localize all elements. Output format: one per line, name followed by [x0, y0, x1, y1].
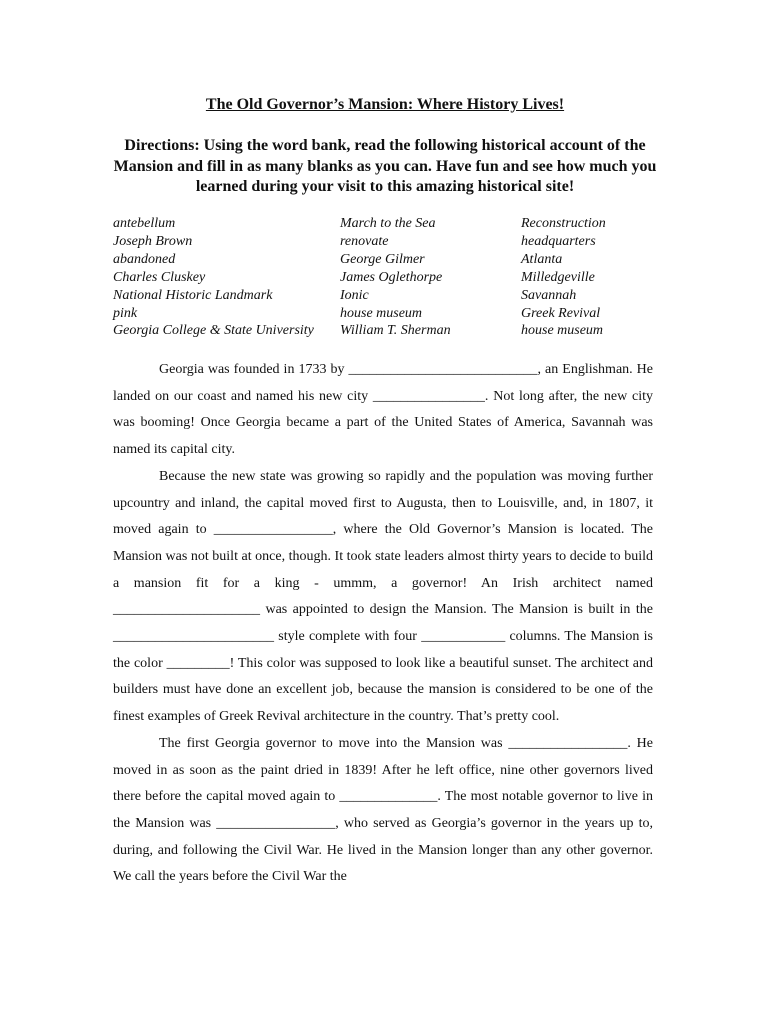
paragraph-governors: The first Georgia governor to move into the Mansion was _________________. He moved in as soon as the paint dried in 1839! After he left office, nine other governors lived there before the capital moved again to ______________. The most notable governor to live in the Mansion was _________________, who served as Georgia’s governor in the years up to, during, and following the Civil War. He lived in the Mansion longer than any other governor. We call the years before the Civil War the — [113, 735, 653, 885]
word-bank-item: George Gilmer — [340, 251, 425, 267]
word-bank-item: Georgia College & State University — [113, 323, 314, 339]
word-bank-item: house museum — [340, 305, 423, 321]
word-bank-item: antebellum — [113, 216, 176, 231]
word-bank-column-3 — [521, 215, 606, 340]
directions-text: Directions: Using the word bank, read the following historical account of the Mansion and fill in as many blanks as you can. Have fun and see how much you learned during your visit to this amazing historical site! — [113, 137, 657, 195]
word-bank-item: James Oglethorpe — [340, 269, 443, 285]
historical-account — [113, 357, 653, 891]
word-bank-item: March to the Sea — [340, 216, 436, 231]
word-bank-item: Joseph Brown — [113, 233, 193, 249]
word-bank-item: Atlanta — [521, 251, 563, 267]
paragraph-capital-move: Because the new state was growing so rapidly and the population was moving further upcountry and inland, the capital moved first to Augusta, then to Louisville, and, in 1807, it moved again to _________________, where the Old Governor’s Mansion is located. The Mansion was not built at once, though. It took state leaders almost thirty years to decide to build a mansion fit for a king - ummm, a governor! An Irish architect named _____________________ was appointed to design the Mansion. The Mansion is built in the _______________________ style complete with four ____________ columns. The Mansion is the color _________! This color was supposed to look like a beautiful sunset. The architect and builders must have done an excellent job, because the mansion is considered to be one of the finest examples of Greek Revival architecture in the country. That’s pretty cool. — [113, 468, 653, 725]
word-bank-item: house museum — [521, 323, 604, 339]
word-bank-item: Savannah — [521, 287, 577, 303]
word-bank-item: Milledgeville — [521, 269, 595, 285]
word-bank-item: Reconstruction — [521, 216, 606, 231]
word-bank-item: Charles Cluskey — [113, 269, 206, 285]
word-bank-item: headquarters — [521, 233, 596, 249]
word-bank-item: renovate — [340, 233, 389, 249]
word-bank-item: abandoned — [113, 251, 176, 267]
word-bank-item: Greek Revival — [521, 305, 601, 321]
word-bank-item: Ionic — [340, 287, 369, 303]
word-bank-item: National Historic Landmark — [113, 287, 273, 303]
page-title: The Old Governor’s Mansion: Where History Lives! — [205, 96, 565, 113]
word-bank-column-2 — [340, 215, 451, 340]
word-bank-item: William T. Sherman — [340, 323, 451, 339]
word-bank-item: pink — [113, 305, 138, 321]
word-bank-column-1 — [113, 215, 314, 340]
paragraph-founding: Georgia was founded in 1733 by ___________________________, an Englishman. He landed on our coast and named his new city ________________. Not long after, the new city was booming! Once Georgia became a part of the United States of America, Savannah was named its capital city. — [113, 362, 653, 458]
